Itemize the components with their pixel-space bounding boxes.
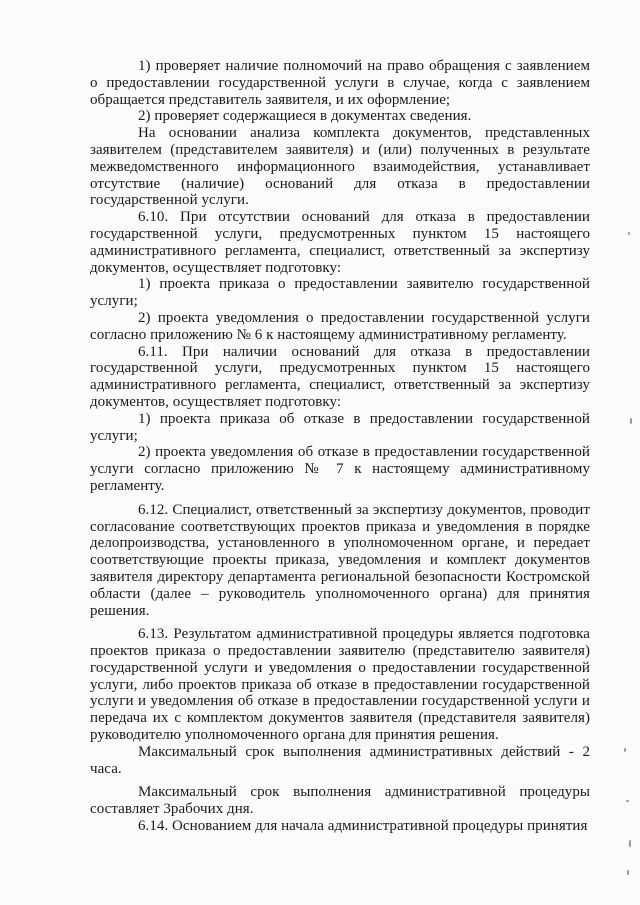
paragraph-6-12: 6.12. Специалист, ответственный за экспертизу документов, проводит согласование соответствующих проектов приказа и уведомления в порядке делопроизводства, установленного в уполномоченном органе, и передает соответствующие проекты приказа, уведомления и комплект документов заявителя директору департамента региональной безопасности Костромской области (далее – руководитель уполномоченного органа) для принятия решения.: [90, 501, 590, 619]
paragraph-6-10-item-2: 2) проекта уведомления о предоставлении государственной услуги согласно приложению № 6 к настоящему административному регламенту.: [90, 309, 590, 343]
paragraph-6-11-item-2: 2) проекта уведомления об отказе в предоставлении государственной услуги согласно приложению № 7 к настоящему административному регламенту.: [90, 444, 590, 494]
paragraph-6-13: 6.13. Результатом административной процедуры является подготовка проектов приказа о предоставлении заявителю (представителю заявителя) государственной услуги и уведомления о предоставлении государственной услуги, либо проектов приказа об отказе в предоставлении государственной услуги и уведомления об отказе в предоставлении государственной услуги и передача их с комплектом документов заявителя (представителя заявителя) руководителю уполномоченного органа для принятия решения.: [90, 626, 590, 744]
paragraph-max-time-actions: Максимальный срок выполнения административных действий - 2 часа.: [90, 743, 590, 777]
paragraph-6-11: 6.11. При наличии оснований для отказа в предоставлении государственной услуги, предусмотренных пунктом 15 настоящего административного регламента, специалист, ответственный за экспертизу документов, осуществляет подготовку:: [90, 343, 590, 410]
paragraph-6-10: 6.10. При отсутствии оснований для отказа в предоставлении государственной услуги, предусмотренных пунктом 15 настоящего административного регламента, специалист, ответственный за экспертизу документов, осуществляет подготовку:: [90, 209, 590, 276]
paragraph-analysis: На основании анализа комплекта документов, представленных заявителем (представителем заявителя) и (или) полученных в результате межведомственного информационного взаимодействия, устанавливает отсутствие (наличие) оснований для отказа в предоставлении государственной услуги.: [90, 125, 590, 209]
scan-speck: [624, 748, 626, 752]
paragraph-6-14: 6.14. Основанием для начала административной процедуры принятия: [138, 818, 588, 835]
paragraph-6-11-item-1: 1) проекта приказа об отказе в предоставлении государственной услуги;: [90, 410, 590, 444]
paragraph-1-check-authority: 1) проверяет наличие полномочий на право обращения с заявлением о предоставлении государственной услуги в случае, когда с заявлением обращается представитель заявителя, и их оформление;: [90, 58, 590, 108]
scan-speck: [628, 232, 630, 235]
scan-speck: [629, 840, 631, 847]
scan-speck: [627, 870, 629, 875]
paragraph-max-time-procedure: Максимальный срок выполнения административной процедуры составляет 3рабочих дня.: [90, 784, 590, 818]
scan-speck: [626, 800, 629, 802]
paragraph-2-check-documents: 2) проверяет содержащиеся в документах сведения.: [138, 108, 472, 125]
scan-speck: [630, 418, 632, 424]
paragraph-6-10-item-1: 1) проекта приказа о предоставлении заявителю государственной услуги;: [90, 276, 590, 310]
document-body: [90, 58, 590, 835]
